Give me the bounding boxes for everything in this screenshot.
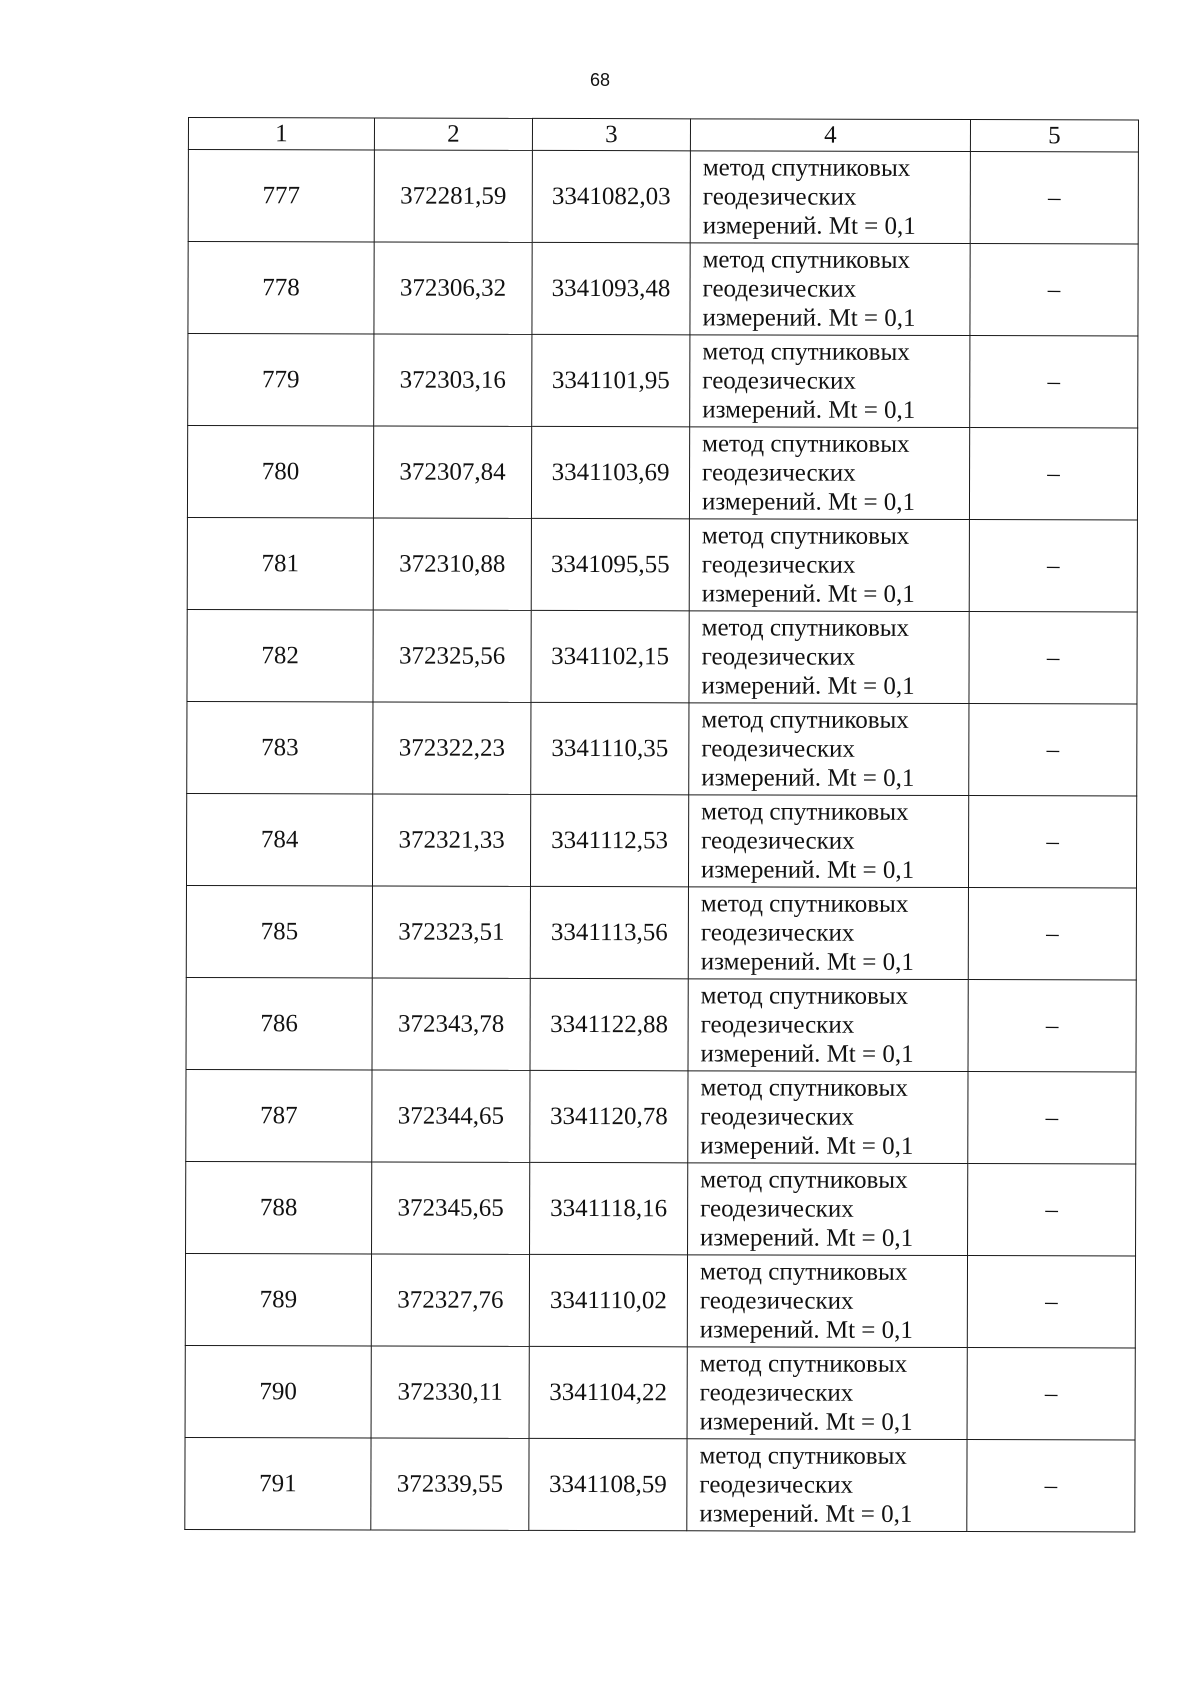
table-row xyxy=(187,701,1137,795)
method-line: геодезических xyxy=(701,551,856,579)
column-header: 1 xyxy=(188,118,374,150)
method-line: измерений. Mt = 0,1 xyxy=(700,1040,914,1068)
method-line: измерений. Mt = 0,1 xyxy=(699,1408,913,1436)
method-cell xyxy=(688,887,968,980)
column-header: 2 xyxy=(374,118,532,150)
method-line: измерений. Mt = 0,1 xyxy=(701,672,915,700)
method-line: геодезических xyxy=(702,367,856,395)
point-number-cell: 784 xyxy=(186,793,372,885)
description-cell: – xyxy=(967,1348,1135,1440)
description-cell: – xyxy=(970,244,1138,336)
point-number-cell: 783 xyxy=(187,701,373,793)
method-line: метод спутниковых xyxy=(700,982,909,1010)
method-cell xyxy=(689,519,969,612)
method-cell xyxy=(688,979,968,1072)
point-number-cell: 785 xyxy=(186,885,372,977)
method-line: измерений. Mt = 0,1 xyxy=(699,1500,913,1528)
method-line: метод спутниковых xyxy=(699,1258,908,1286)
method-cell xyxy=(687,1255,967,1348)
x-coordinate-cell: 372344,65 xyxy=(372,1070,530,1162)
method-line: метод спутниковых xyxy=(701,614,910,642)
method-line: метод спутниковых xyxy=(702,246,911,274)
method-cell xyxy=(687,1347,967,1440)
y-coordinate-cell: 3341120,78 xyxy=(530,1070,688,1162)
description-cell: – xyxy=(969,612,1137,704)
point-number-cell: 777 xyxy=(188,150,374,242)
method-line: геодезических xyxy=(699,1471,854,1499)
method-line: метод спутниковых xyxy=(702,154,911,182)
method-line: геодезических xyxy=(702,459,856,487)
description-cell: – xyxy=(970,152,1138,244)
y-coordinate-cell: 3341110,35 xyxy=(531,702,689,794)
method-cell xyxy=(688,795,968,888)
method-line: геодезических xyxy=(699,1379,854,1407)
description-cell: – xyxy=(968,1072,1136,1164)
point-number-cell: 787 xyxy=(186,1069,372,1161)
method-cell xyxy=(689,703,969,796)
table-row xyxy=(186,1069,1136,1163)
x-coordinate-cell: 372310,88 xyxy=(373,518,531,610)
table-row xyxy=(188,150,1138,244)
table-row xyxy=(188,242,1138,336)
method-cell xyxy=(690,243,970,336)
method-line: измерений. Mt = 0,1 xyxy=(701,764,915,792)
method-cell xyxy=(689,611,969,704)
description-cell: – xyxy=(967,1256,1135,1348)
y-coordinate-cell: 3341104,22 xyxy=(529,1346,687,1438)
method-line: геодезических xyxy=(700,1103,855,1131)
point-number-cell: 791 xyxy=(185,1437,371,1529)
y-coordinate-cell: 3341095,55 xyxy=(531,518,689,610)
method-line: измерений. Mt = 0,1 xyxy=(700,948,914,976)
method-line: метод спутниковых xyxy=(702,430,910,458)
table-row xyxy=(186,793,1136,887)
point-number-cell: 778 xyxy=(188,242,374,334)
method-line: геодезических xyxy=(701,827,855,855)
x-coordinate-cell: 372303,16 xyxy=(374,334,532,426)
coordinates-table xyxy=(184,117,1139,1532)
x-coordinate-cell: 372307,84 xyxy=(373,426,531,518)
point-number-cell: 788 xyxy=(186,1161,372,1253)
method-line: метод спутниковых xyxy=(701,706,909,734)
table-row xyxy=(188,334,1138,428)
x-coordinate-cell: 372343,78 xyxy=(372,978,530,1070)
y-coordinate-cell: 3341082,03 xyxy=(532,150,690,242)
y-coordinate-cell: 3341113,56 xyxy=(530,886,688,978)
method-line: метод спутниковых xyxy=(701,522,910,550)
method-line: метод спутниковых xyxy=(700,1166,908,1194)
table-row xyxy=(187,609,1137,703)
description-cell: – xyxy=(968,1164,1136,1256)
table-row xyxy=(185,1253,1135,1347)
y-coordinate-cell: 3341093,48 xyxy=(532,242,690,334)
method-line: геодезических xyxy=(701,735,855,763)
y-coordinate-cell: 3341118,16 xyxy=(530,1162,688,1254)
column-header: 3 xyxy=(532,118,690,150)
method-cell xyxy=(687,1439,967,1532)
y-coordinate-cell: 3341122,88 xyxy=(530,978,688,1070)
table-row xyxy=(186,1161,1136,1255)
point-number-cell: 789 xyxy=(185,1253,371,1345)
method-line: метод спутниковых xyxy=(700,1074,908,1102)
y-coordinate-cell: 3341102,15 xyxy=(531,610,689,702)
table-row xyxy=(186,885,1136,979)
page-number: 68 xyxy=(589,70,611,90)
y-coordinate-cell: 3341112,53 xyxy=(530,794,688,886)
method-cell xyxy=(688,1071,968,1164)
method-line: геодезических xyxy=(699,1287,854,1315)
method-line: метод спутниковых xyxy=(699,1442,907,1470)
method-line: измерений. Mt = 0,1 xyxy=(700,1224,914,1252)
point-number-cell: 780 xyxy=(187,426,373,518)
method-line: геодезических xyxy=(700,1011,855,1039)
method-line: метод спутниковых xyxy=(700,890,909,918)
method-cell xyxy=(688,1163,968,1256)
method-line: измерений. Mt = 0,1 xyxy=(702,212,916,240)
y-coordinate-cell: 3341110,02 xyxy=(529,1254,687,1346)
table-row xyxy=(187,517,1137,611)
method-line: измерений. Mt = 0,1 xyxy=(702,396,916,424)
method-line: метод спутниковых xyxy=(702,338,910,366)
method-line: измерений. Mt = 0,1 xyxy=(699,1316,913,1344)
x-coordinate-cell: 372306,32 xyxy=(374,242,532,334)
description-cell: – xyxy=(968,796,1136,888)
method-line: измерений. Mt = 0,1 xyxy=(700,1132,914,1160)
description-cell: – xyxy=(968,888,1136,980)
method-line: геодезических xyxy=(701,643,856,671)
table-body xyxy=(185,150,1139,1532)
method-line: геодезических xyxy=(702,275,857,303)
x-coordinate-cell: 372281,59 xyxy=(374,150,532,242)
method-line: измерений. Mt = 0,1 xyxy=(702,304,916,332)
method-line: геодезических xyxy=(700,1195,854,1223)
description-cell: – xyxy=(968,980,1136,1072)
x-coordinate-cell: 372323,51 xyxy=(372,886,530,978)
method-line: измерений. Mt = 0,1 xyxy=(700,856,915,884)
x-coordinate-cell: 372327,76 xyxy=(371,1254,529,1346)
method-line: измерений. Mt = 0,1 xyxy=(701,580,915,608)
description-cell: – xyxy=(967,1440,1135,1532)
table-row xyxy=(186,977,1136,1071)
y-coordinate-cell: 3341103,69 xyxy=(531,426,689,518)
description-cell: – xyxy=(970,336,1138,428)
method-cell xyxy=(690,335,970,428)
table-row xyxy=(187,426,1137,520)
method-line: геодезических xyxy=(702,183,857,211)
x-coordinate-cell: 372325,56 xyxy=(373,610,531,702)
description-cell: – xyxy=(969,428,1137,520)
description-cell: – xyxy=(969,704,1137,796)
method-line: метод спутниковых xyxy=(701,798,909,826)
x-coordinate-cell: 372339,55 xyxy=(371,1438,529,1530)
x-coordinate-cell: 372345,65 xyxy=(372,1162,530,1254)
point-number-cell: 779 xyxy=(188,334,374,426)
table-row xyxy=(185,1345,1135,1439)
x-coordinate-cell: 372321,33 xyxy=(372,794,530,886)
description-cell: – xyxy=(969,520,1137,612)
column-header: 5 xyxy=(970,120,1138,152)
x-coordinate-cell: 372330,11 xyxy=(371,1346,529,1438)
method-line: метод спутниковых xyxy=(699,1350,908,1378)
y-coordinate-cell: 3341108,59 xyxy=(529,1438,687,1530)
point-number-cell: 781 xyxy=(187,517,373,609)
y-coordinate-cell: 3341101,95 xyxy=(532,334,690,426)
point-number-cell: 786 xyxy=(186,977,372,1069)
x-coordinate-cell: 372322,23 xyxy=(373,702,531,794)
table-row xyxy=(185,1437,1135,1531)
method-cell xyxy=(690,151,970,244)
method-line: измерений. Mt = 0,1 xyxy=(701,488,916,516)
table-header-row xyxy=(188,118,1138,152)
column-header: 4 xyxy=(690,119,970,152)
point-number-cell: 782 xyxy=(187,609,373,701)
method-cell xyxy=(689,427,969,520)
method-line: геодезических xyxy=(700,919,855,947)
point-number-cell: 790 xyxy=(185,1345,371,1437)
